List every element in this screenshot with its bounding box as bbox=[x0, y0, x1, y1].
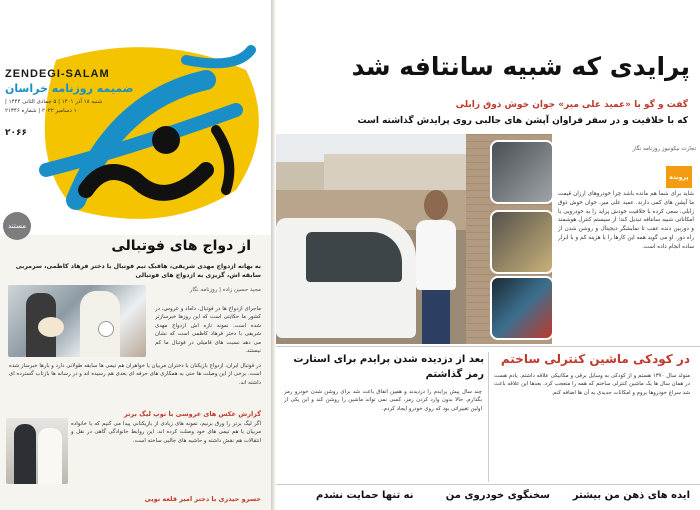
box-label: تجارت نیکونیوز روزنامه نگار bbox=[632, 146, 696, 152]
box-text: شاید برای شما هم مانده باشد چرا خودروهای ارزان قیمت ما آپشن های کمی دارند. عمید علی میر، جوان خوش ذوق زابلی، سعی کرده با خلاقیت خودش پراید را به خودرویی با امکاناتی شبیه سانتافه تبدیل کند؛ از سیستم کنترل هوشمند و دوربین دنده عقب تا نمایشگر دیجیتال و روشن شدن از راه دور. او می گوید همه این کارها را با هزینه کم و با ابزار ساده انجام داده است. bbox=[558, 191, 694, 250]
column-divider bbox=[488, 352, 489, 482]
masthead-issue-number: ۲۰۶۶ bbox=[5, 128, 27, 138]
main-headline: پرایدی که شبیه سانتافه شد bbox=[351, 52, 690, 81]
left-subhead-2: خسرو حیدری با دختر امیر قلعه نویی bbox=[144, 495, 261, 503]
box-tag: پرونده bbox=[666, 166, 692, 188]
left-byline: مجید حسین زاده | روزنامه نگار bbox=[189, 287, 261, 293]
masthead-date-meta: شنبه ۱۸ آذر ۱۴۰۱ | ۵ جمادی الثانی ۱۴۴۴ | ۱۰ دسامبر ۲۰۲۲ | شماره ۲۱۳۴۶ bbox=[5, 99, 103, 114]
divider bbox=[276, 346, 700, 347]
left-lead-text: به بهانه ازدواج مهدی شریفی، هافبک تیم فوتبال با دختر فرهاد کاظمی، سرمربی سابقه اش، گریزی به ازدواج های فوتبالی bbox=[15, 263, 261, 279]
column-headline-left: بعد از دزدیده شدن پرایدم برای استارت رمز گذاشتم bbox=[293, 354, 484, 380]
left-body-column-1: ماجرای ازدواج ها در فوتبال، داماد و عروس، در کشور ما حکایتی است که این روزها خبرسازتر شده است. نمونه تازه اش ازدواج مهدی شریفی با دختر فرهاد کاظمی است که نشان می دهد نسبت های فامیلی در فوتبال ما کم نیستند. bbox=[155, 306, 261, 355]
divider bbox=[276, 484, 700, 485]
left-body-column-3: اگر لیگ برتر را ورق بزنیم، نمونه های زیادی از بازیکنانی پیدا می کنیم که با خانواده مربیان یا هم تیمی های خود وصلت کرده اند. این روابط خانوادگی گاهی در نقل و انتقالات هم نقش داشته و حاشیه های جالبی ساخته است. bbox=[71, 421, 261, 444]
bottom-teaser-2: سخنگوی خودروی من bbox=[445, 490, 550, 501]
inset-photo-dashboard bbox=[490, 276, 554, 340]
wedding-photo bbox=[8, 285, 146, 357]
sub-headline: گفت و گو با «عمید علی میر» جوان خوش ذوق زابلی bbox=[455, 100, 688, 110]
masthead-english-title: ZENDEGI-SALAM bbox=[5, 68, 110, 80]
left-subhead-1: گزارش عکس های عروسی با توپ لیگ برتر bbox=[123, 410, 261, 418]
inset-photo-remote bbox=[490, 140, 554, 204]
football-icon bbox=[98, 321, 114, 337]
bottom-teaser-3: نه تنها حمایت نشدم bbox=[316, 490, 414, 501]
inset-photo-keypad bbox=[490, 210, 554, 274]
masthead-persian-subtitle: ضمیمه روزنامه خراسان bbox=[5, 82, 134, 95]
right-body-column-1: متولد سال ۱۳۷۰ هستم و از کودکی به وسایل برقی و مکانیکی علاقه داشتم. یادم هست در همان سال ها یک ماشین کنترلی ساختم که همه را متعجب کرد. بعدها این علاقه باعث شد سراغ خودروها بروم و امکانات جدیدی به آن ها اضافه کنم. bbox=[494, 373, 690, 396]
left-body-column-2: در فوتبال ایران، ازدواج بازیکنان با دختران مربیان یا خواهران هم تیمی ها سابقه طولانی دارد و بارها خبرساز شده است. برخی از این وصلت ها حتی به همکاری های حرفه ای بعدی هم رسیده اند و در رسانه ها بازتاب گسترده ای داشته اند. bbox=[9, 363, 261, 386]
section-badge: مستند bbox=[3, 212, 31, 240]
couple-photo bbox=[6, 418, 68, 484]
column-headline-right: در کودکی ماشین کنترلی ساختم bbox=[500, 352, 690, 366]
bottom-teaser-1: ایده های ذهن من بیشتر bbox=[572, 490, 690, 501]
masthead bbox=[0, 0, 271, 235]
right-page bbox=[276, 0, 700, 510]
sidebar-box bbox=[552, 146, 700, 344]
sub-headline-continued: که با خلاقیت و در سفر فراوان آپشن های جالبی روی پرایدش گذاشته است bbox=[357, 116, 688, 126]
left-page bbox=[0, 0, 271, 510]
left-headline: از دواج های فوتبالی bbox=[111, 238, 251, 254]
right-body-column-2: چند سال پیش پرایدم را دزدیدند و همین اتفاق باعث شد برای روشن شدن خودرو رمز بگذارم. حالا بدون وارد کردن رمز، کسی نمی تواند ماشین را روشن کند و این یکی از اولین تغییراتی بود که روی خودرو ایجاد کردم. bbox=[284, 389, 482, 412]
